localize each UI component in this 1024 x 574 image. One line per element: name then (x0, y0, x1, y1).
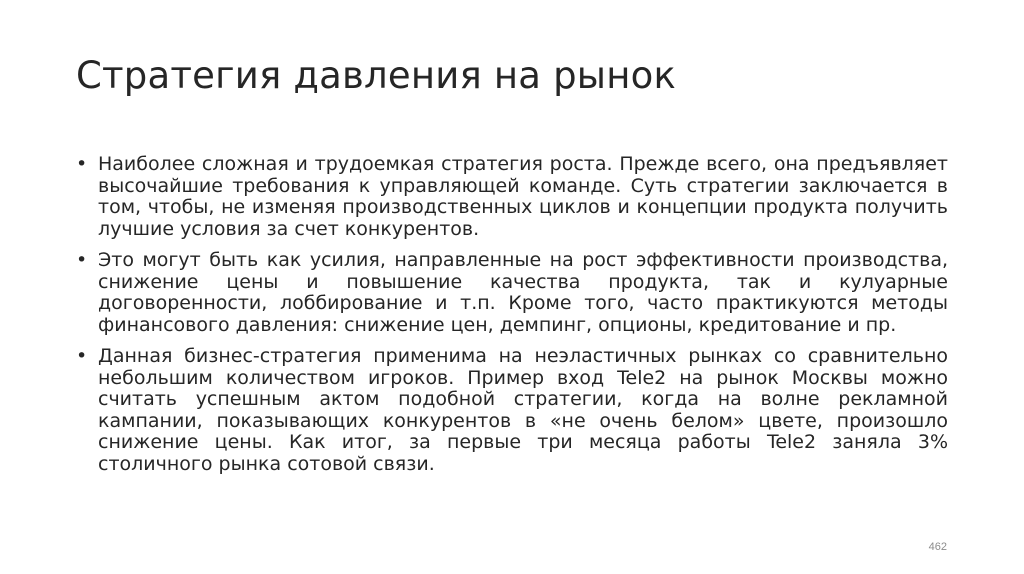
bullet-marker: • (76, 153, 88, 175)
bullet-marker: • (76, 345, 88, 367)
slide-number: 462 (928, 541, 947, 553)
bullet-text: Это могут быть как усилия, направленные на рост эффективности производства, снижение цены и повышение качества продукта, так и кулуарные договоренности, лоббирование и т.п. Кроме того, часто практикуются методы финансового давления: снижение цен, демпинг, опционы, кредитование и пр. (98, 249, 948, 336)
bullet-text: Данная бизнес-стратегия применима на неэластичных рынках со сравнительно небольшим количеством игроков. Пример вход Tele2 на рынок Москвы можно считать успешным актом подобной стратегии, когда на волне рекламной кампании, показывающих конкурентов в «не очень белом» цвете, произошло снижение цены. Как итог, за первые три месяца работы Tele2 заняла 3% столичного рынка сотовой связи. (98, 345, 948, 475)
bullet-item (76, 346, 948, 475)
bullet-item (76, 154, 948, 240)
bullet-text: Наиболее сложная и трудоемкая стратегия роста. Прежде всего, она предъявляет высочайшие требования к управляющей команде. Суть стратегии заключается в том, чтобы, не изменяя производственных циклов и концепции продукта получить лучшие условия за счет конкурентов. (98, 153, 948, 240)
bullet-list (76, 154, 948, 485)
bullet-marker: • (76, 249, 88, 271)
bullet-item (76, 250, 948, 336)
slide-title: Стратегия давления на рынок (76, 54, 677, 97)
